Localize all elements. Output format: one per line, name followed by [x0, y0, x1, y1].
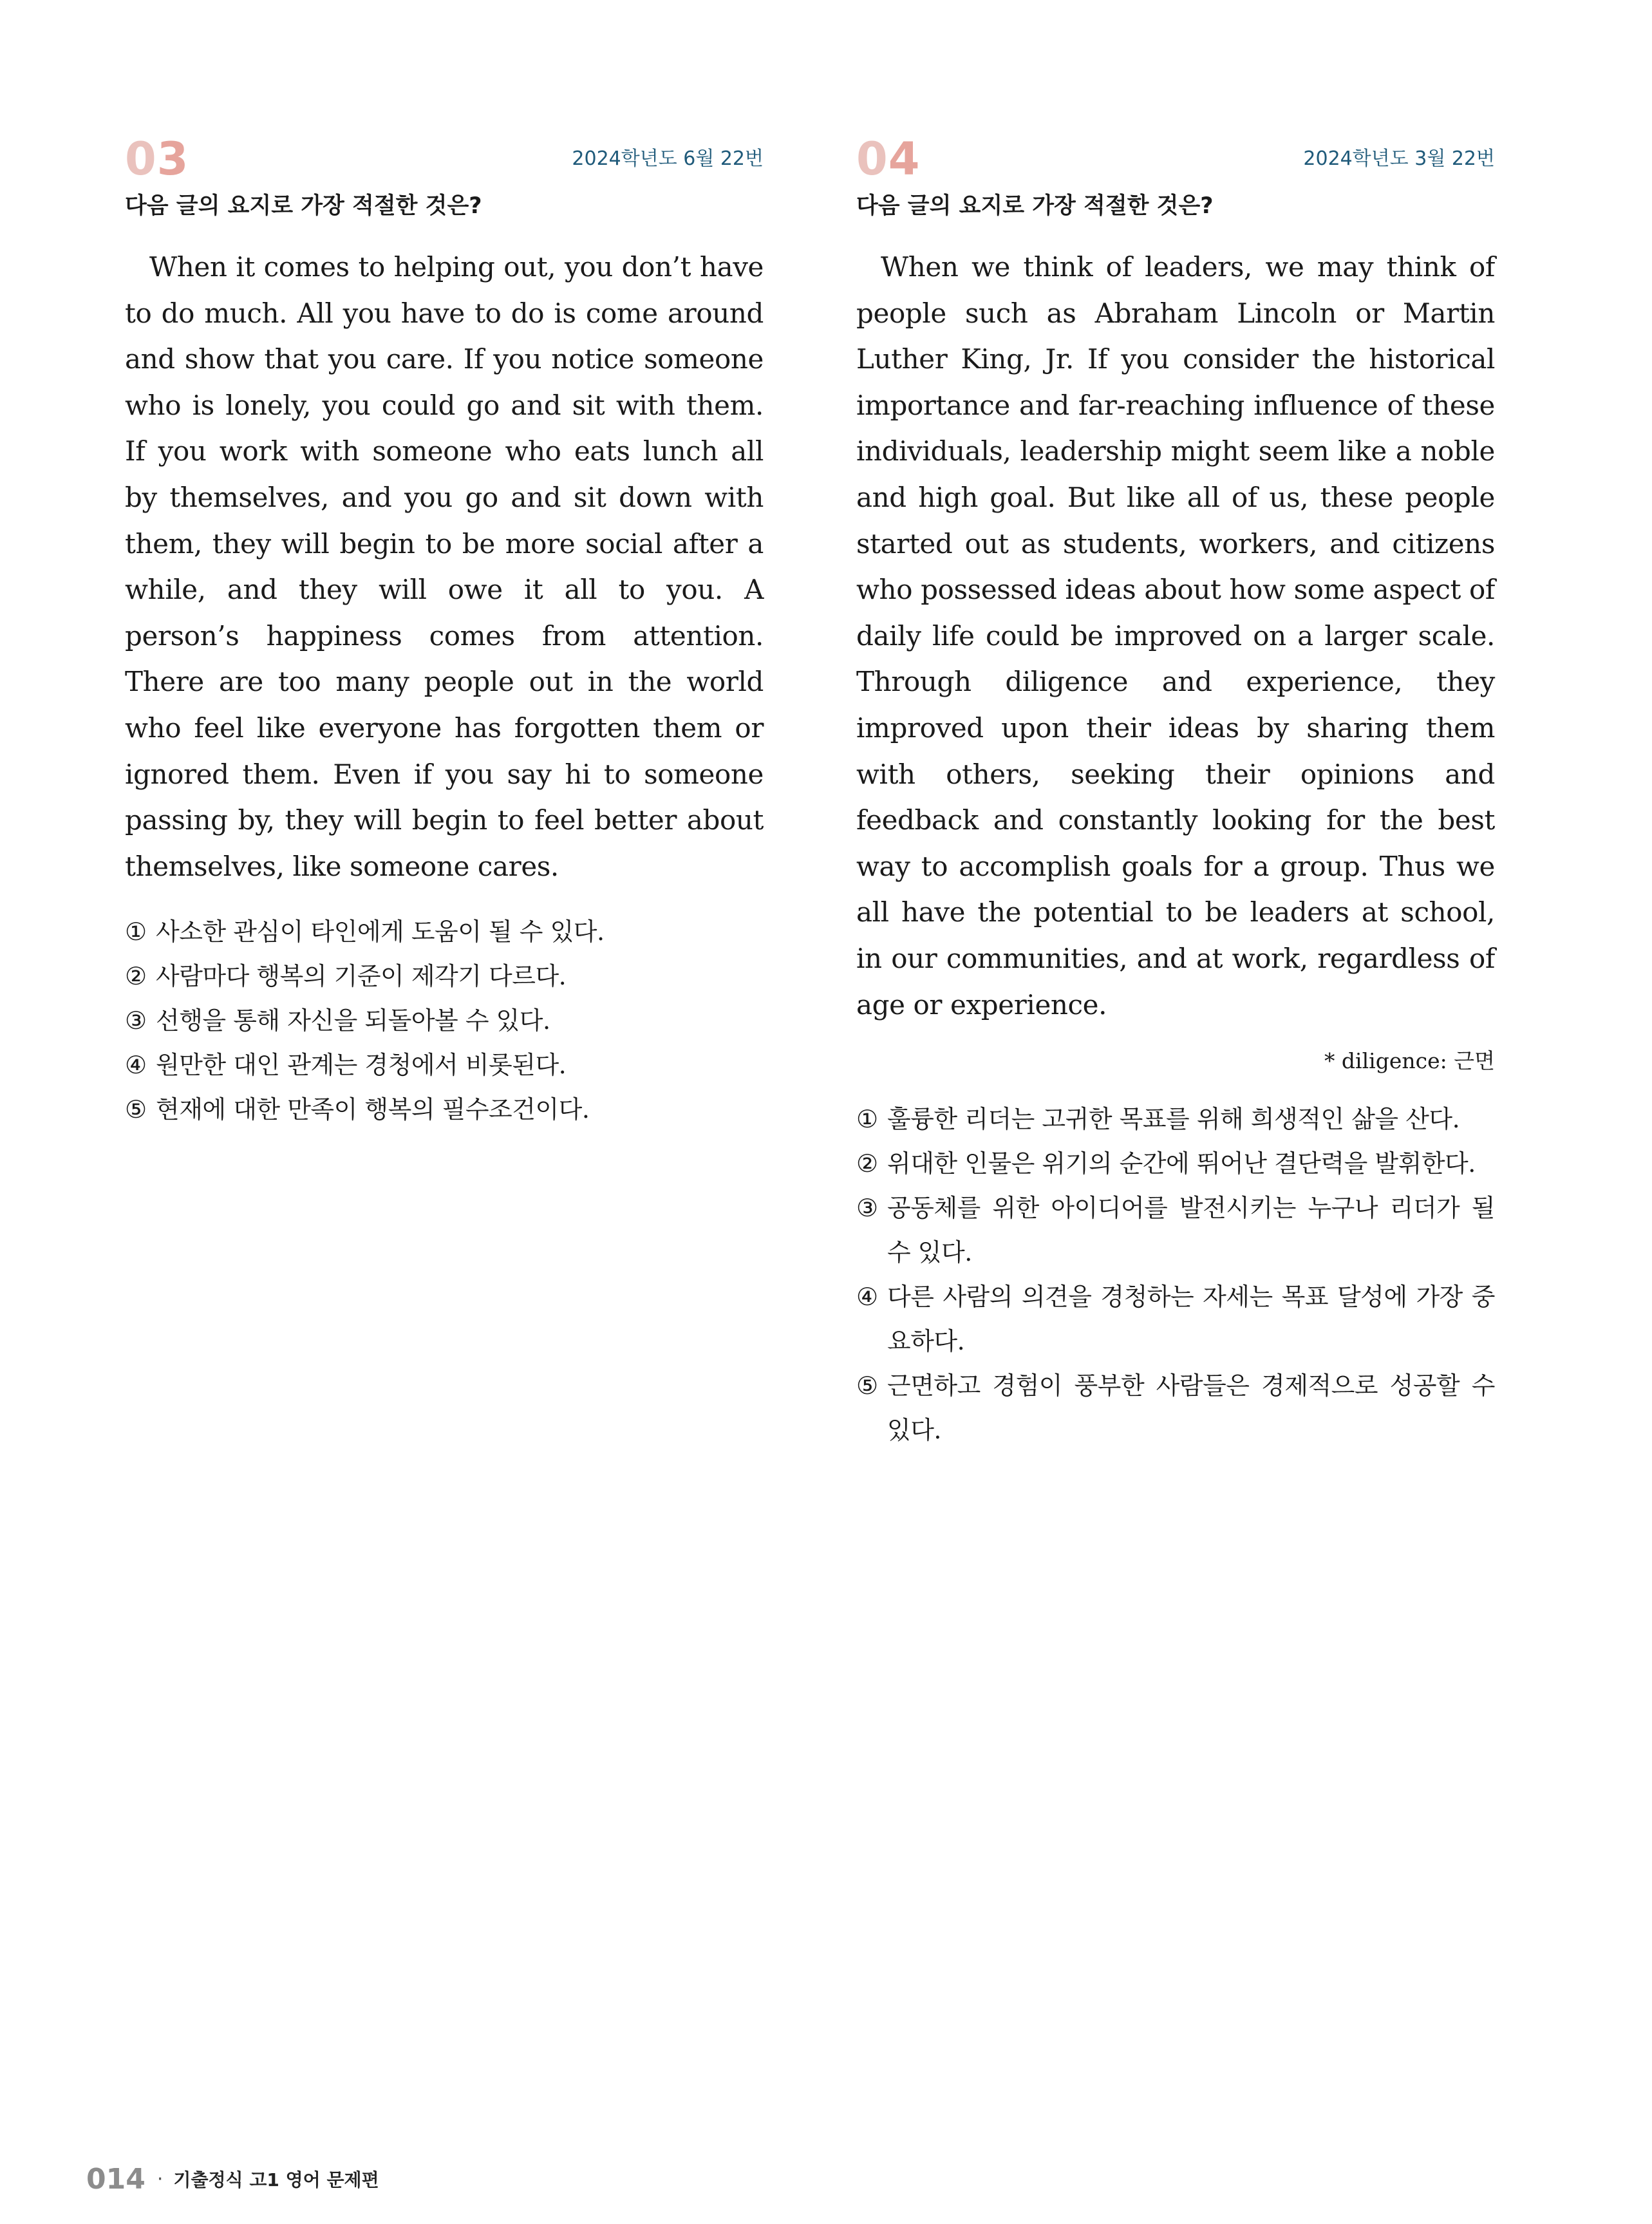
- option-mark: ④: [856, 1283, 878, 1312]
- option-text: 위대한 인물은 위기의 순간에 뛰어난 결단력을 발휘한다.: [887, 1149, 1476, 1178]
- question-prompt: 다음 글의 요지로 가장 적절한 것은?: [856, 193, 1214, 219]
- answer-option[interactable]: [856, 1364, 1495, 1453]
- question-number: 03: [125, 133, 189, 185]
- question-header: [856, 132, 1495, 186]
- question-03: [125, 132, 764, 1132]
- option-text: 훌륭한 리더는 고귀한 목표를 위해 희생적인 삶을 산다.: [887, 1105, 1460, 1134]
- question-source: 2024학년도 3월 22번: [1303, 147, 1495, 170]
- option-mark: ④: [125, 1051, 147, 1080]
- option-text: 다른 사람의 의견을 경청하는 자세는 목표 달성에 가장 중요하다.: [887, 1283, 1495, 1356]
- footer-separator: ·: [156, 2167, 164, 2191]
- question-prompt: 다음 글의 요지로 가장 적절한 것은?: [125, 193, 482, 219]
- vocabulary-footnote: * diligence: 근면: [1324, 1048, 1495, 1074]
- page-footer: [86, 2160, 379, 2198]
- option-text: 사소한 관심이 타인에게 도움이 될 수 있다.: [156, 918, 605, 947]
- option-text: 공동체를 위한 아이디어를 발전시키는 누구나 리더가 될 수 있다.: [887, 1194, 1495, 1267]
- option-text: 선행을 통해 자신을 되돌아볼 수 있다.: [156, 1006, 550, 1035]
- answer-option[interactable]: [856, 1186, 1495, 1275]
- page-number: 014: [86, 2162, 145, 2196]
- answer-options: [856, 1097, 1495, 1453]
- option-mark: ①: [856, 1105, 878, 1134]
- book-title: 기출정식 고1 영어 문제편: [173, 2169, 379, 2191]
- option-mark: ③: [856, 1194, 878, 1223]
- passage-text: When it comes to helping out, you don’t have to do much. All you have to do is come around and show that you care. If you notice someone who is lonely, you could go and sit with them. If you work with someone who eats lunch all by themselves, and you go and sit down with them, they will begin to be more social after a while, and they will owe it all to you. A person’s happiness comes from attention. There are too many people out in the world who feel like everyone has forgotten them or ignored them. Even if you say hi to someone passing by, they will begin to feel better about themselves, like someone cares.: [125, 251, 764, 882]
- option-mark: ⑤: [856, 1371, 878, 1400]
- answer-option[interactable]: [856, 1142, 1495, 1186]
- question-source: 2024학년도 6월 22번: [572, 147, 764, 170]
- question-04: [856, 132, 1495, 1453]
- option-text: 현재에 대한 만족이 행복의 필수조건이다.: [156, 1095, 590, 1124]
- option-mark: ③: [125, 1006, 147, 1035]
- option-mark: ②: [125, 962, 147, 991]
- question-number: 04: [856, 133, 921, 185]
- option-text: 사람마다 행복의 기준이 제각기 다르다.: [156, 962, 567, 991]
- answer-option[interactable]: [856, 1275, 1495, 1364]
- option-text: 원만한 대인 관계는 경청에서 비롯된다.: [156, 1051, 567, 1080]
- question-header: [125, 132, 764, 186]
- option-text: 근면하고 경험이 풍부한 사람들은 경제적으로 성공할 수 있다.: [887, 1371, 1495, 1445]
- answer-option[interactable]: [125, 1088, 764, 1132]
- answer-option[interactable]: [856, 1097, 1495, 1142]
- answer-option[interactable]: [125, 910, 764, 954]
- option-mark: ②: [856, 1149, 878, 1178]
- answer-option[interactable]: [125, 954, 764, 999]
- answer-option[interactable]: [125, 1043, 764, 1088]
- answer-option[interactable]: [125, 999, 764, 1043]
- answer-options: [125, 910, 764, 1132]
- option-mark: ①: [125, 918, 147, 947]
- option-mark: ⑤: [125, 1095, 147, 1124]
- passage-text: When we think of leaders, we may think of people such as Abraham Lincoln or Martin Luther King, Jr. If you consider the historical importance and far-reaching influence of these individuals, leadership might seem like a noble and high goal. But like all of us, these people started out as students, workers, and citizens who possessed ideas about how some aspect of daily life could be improved on a larger scale. Through diligence and experience, they improved upon their ideas by sharing them with others, seeking their opinions and feedback and constantly looking for the best way to accomplish goals for a group. Thus we all have the potential to be leaders at school, in our communities, and at work, regardless of age or experience.: [856, 251, 1495, 1021]
